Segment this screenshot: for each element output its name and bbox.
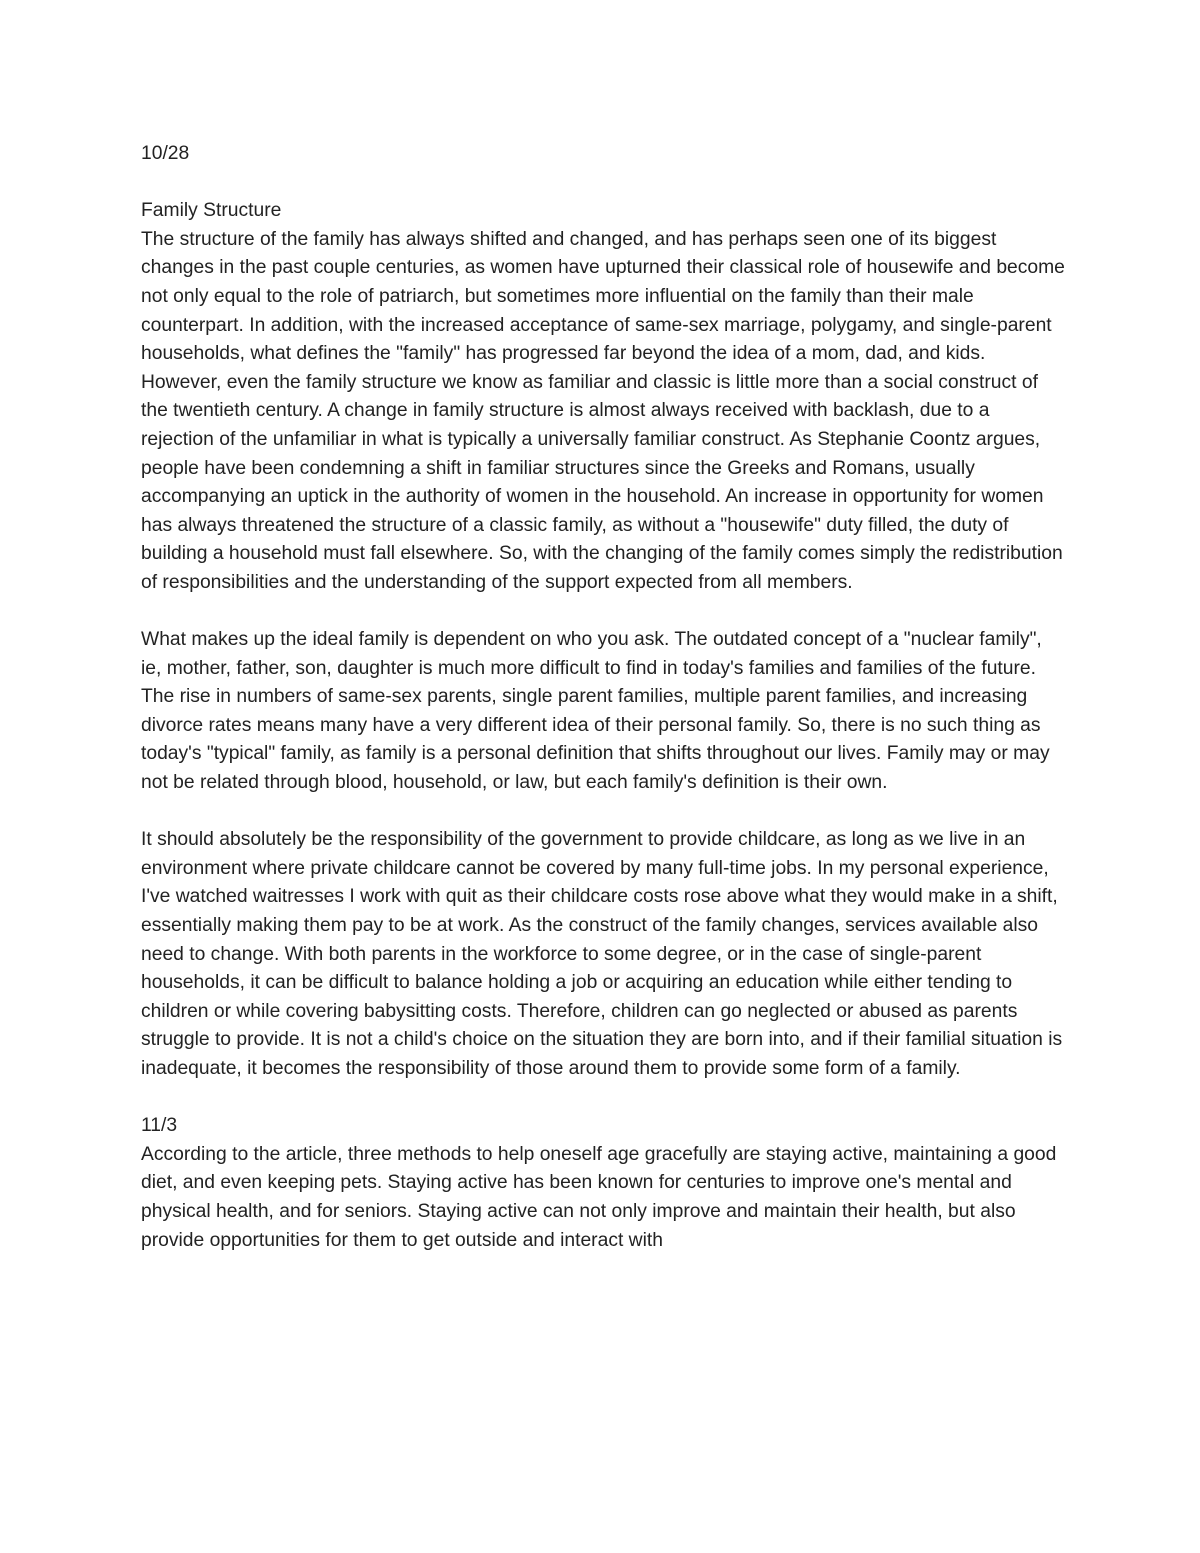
section-heading: Family Structure — [141, 200, 282, 222]
entry-date: 11/3 — [141, 1115, 178, 1137]
blank-line — [141, 1084, 1066, 1113]
blank-line — [141, 598, 1066, 627]
paragraph-ideal-family: What makes up the ideal family is dependent on who you ask. The outdated concept of a "nuclear family", ie, mother, father, son, daughter is much more difficult to find in today's families and families of the future. The rise in numbers of same-sex parents, single parent families, multiple parent families, and increasing divorce rates means many have a very different idea of their personal family. So, there is no such thing as today's "typical" family, as family is a personal definition that shifts throughout our lives. Family may or may not be related through blood, household, or law, but each family's definition is their own. — [141, 629, 1050, 794]
document-page — [141, 140, 1066, 1255]
blank-line — [141, 169, 1066, 198]
paragraph-family-structure: The structure of the family has always shifted and changed, and has perhaps seen one of its biggest changes in the past couple centuries, as women have upturned their classical role of housewife and become not only equal to the role of patriarch, but sometimes more influential on the family than their male counterpart. In addition, with the increased acceptance of same-sex marriage, polygamy, and single-parent households, what defines the "family" has progressed far beyond the idea of a mom, dad, and kids. However, even the family structure we know as familiar and classic is little more than a social construct of the twentieth century. A change in family structure is almost always received with backlash, due to a rejection of the unfamiliar in what is typically a universally familiar construct. As Stephanie Coontz argues, people have been condemning a shift in familiar structures since the Greeks and Romans, usually accompanying an uptick in the authority of women in the household. An increase in opportunity for women has always threatened the structure of a classic family, as without a "housewife" duty filled, the duty of building a household must fall elsewhere. So, with the changing of the family comes simply the redistribution of responsibilities and the understanding of the support expected from all members. — [141, 228, 1065, 593]
paragraph-childcare: It should absolutely be the responsibility of the government to provide childcare, as long as we live in an environment where private childcare cannot be covered by many full-time jobs. In my personal experience, I've watched waitresses I work with quit as their childcare costs rose above what they would make in a shift, essentially making them pay to be at work. As the construct of the family changes, services available also need to change. With both parents in the workforce to some degree, or in the case of single-parent households, it can be difficult to balance holding a job or acquiring an education while either tending to children or while covering babysitting costs. Therefore, children can go neglected or abused as parents struggle to provide. It is not a child's choice on the situation they are born into, and if their familial situation is inadequate, it becomes the responsibility of those around them to provide some form of a family. — [141, 829, 1063, 1079]
entry-date: 10/28 — [141, 143, 190, 164]
paragraph-aging: According to the article, three methods to help oneself age gracefully are staying active, maintaining a good diet, and even keeping pets. Staying active has been known for centuries to improve one's mental and physical health, and for seniors. Staying active can not only improve and maintain their health, but also provide opportunities for them to get outside and interact with — [141, 1143, 1057, 1251]
blank-line — [141, 798, 1066, 827]
